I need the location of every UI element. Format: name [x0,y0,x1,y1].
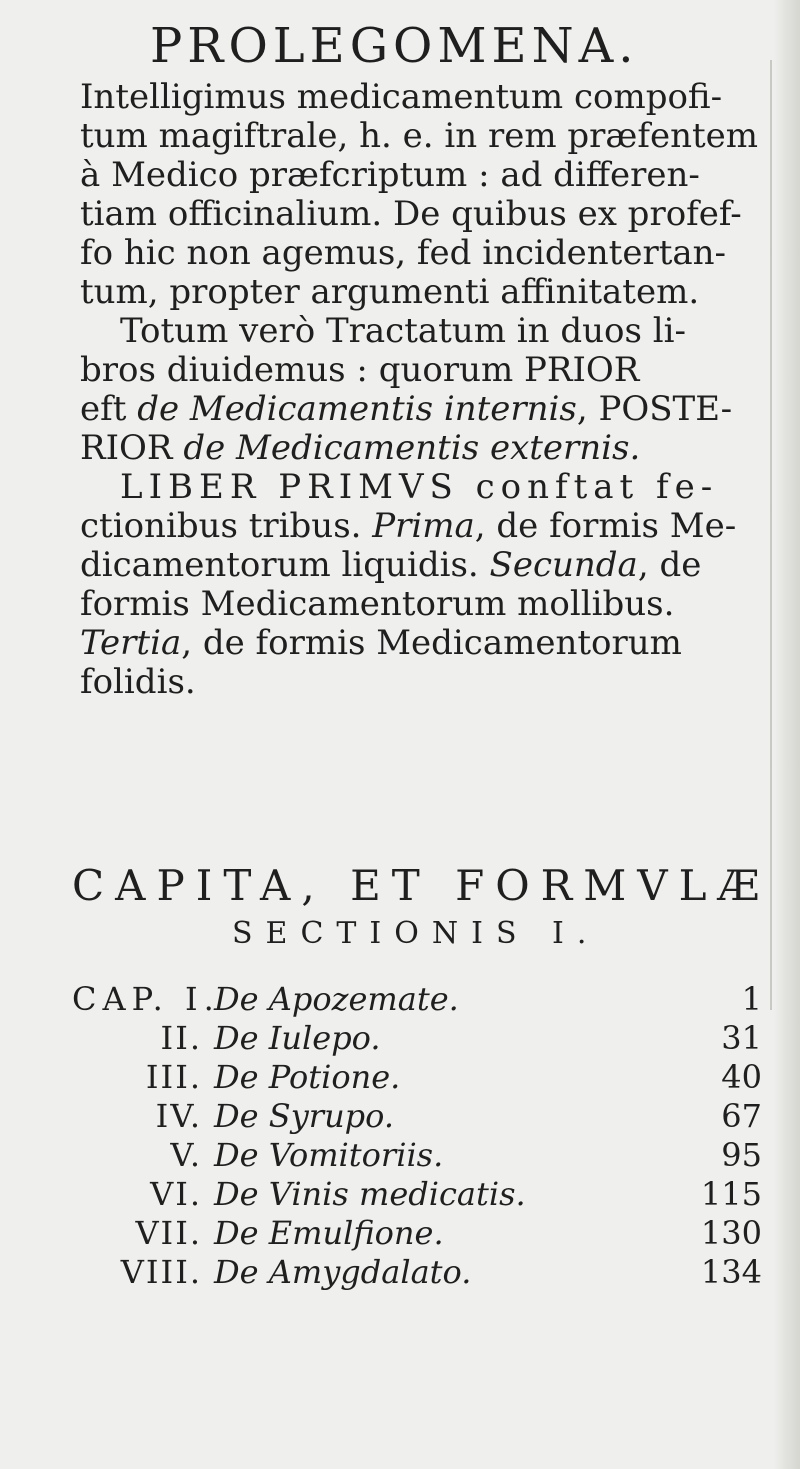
table-of-contents [72,980,772,1292]
text-line: , de formis Medicamentorum [181,623,682,663]
text-line: tum magiftrale, h. e. in rem præfentem [80,116,758,156]
text-line: bros diuidemus : quorum PRIOR [80,350,640,390]
paragraph-liber-primus [80,468,770,702]
text-italic: de Medicamentis internis [137,389,577,429]
toc-row [72,1097,772,1136]
text-italic: Tertia [80,623,182,663]
chapter-title: De Amygdalato. [214,1253,472,1291]
chapter-title: De Syrupo. [214,1097,395,1135]
section-heading-main: CAPITA, ET FORMVLÆ [72,861,771,910]
text-line: folidis. [80,662,196,702]
page-number: 31 [721,1019,762,1057]
page-number: 67 [721,1097,762,1135]
chapter-title: De Vomitoriis. [214,1136,444,1174]
page-number: 40 [721,1058,762,1096]
text-line: eft [80,389,138,429]
text-line: , POSTE- [576,389,733,429]
text-line: à Medico præfcriptum : ad differen- [80,155,700,195]
chapter-title: De Potione. [214,1058,401,1096]
toc-row [72,1019,772,1058]
text-line: RIOR [80,428,184,468]
chapter-number: II. [160,1019,202,1057]
chapter-number: VI. [150,1175,202,1213]
chapter-number: VIII. [120,1253,202,1291]
toc-row [72,1253,772,1292]
prolegomena-text [80,78,770,702]
toc-row [72,1058,772,1097]
text-line: tum, propter argumenti affinitatem. [80,272,700,312]
text-line: tiam officinalium. De quibus ex profef- [80,194,742,234]
text-line: formis Medicamentorum mollibus. [80,584,675,624]
text-line: Intelligimus medicamentum compofi- [80,77,723,117]
running-header: PROLEGOMENA. [150,18,639,74]
text-italic: Prima [372,506,475,546]
text-italic: de Medicamentis externis. [183,428,641,468]
paragraph-division [80,312,770,468]
section-heading [72,862,772,954]
page-number: 134 [700,1253,762,1291]
text-line: fo hic non agemus, fed incidentertan- [80,233,727,273]
chapter-title: De Vinis medicatis. [214,1175,526,1213]
text-line: dicamentorum liquidis. [80,545,490,585]
chapter-number: CAP. I. [72,980,220,1018]
text-line: ctionibus tribus. [80,506,373,546]
toc-row [72,980,772,1019]
chapter-number: VII. [135,1214,202,1252]
toc-row [72,1136,772,1175]
page-gutter-edge [774,0,800,1469]
text-line: LIBER PRIMVS conftat fe- [120,467,719,507]
chapter-number: IV. [155,1097,202,1135]
chapter-title: De Apozemate. [214,980,459,1018]
chapter-number: III. [145,1058,202,1096]
text-line: , de [637,545,702,585]
page-number: 130 [700,1214,762,1252]
chapter-title: De Emulfione. [214,1214,444,1252]
paragraph-intro [80,78,770,312]
chapter-number: V. [170,1136,202,1174]
toc-row [72,1175,772,1214]
page-number: 1 [741,980,762,1018]
toc-row [72,1214,772,1253]
chapter-title: De Iulepo. [214,1019,381,1057]
text-italic: Secunda [489,545,638,585]
page-number: 95 [721,1136,762,1174]
page-number: 115 [700,1175,762,1213]
text-line: , de formis Me- [474,506,737,546]
section-heading-sub: SECTIONIS I. [232,916,600,951]
text-line: Totum verò Tractatum in duos li- [120,311,686,351]
